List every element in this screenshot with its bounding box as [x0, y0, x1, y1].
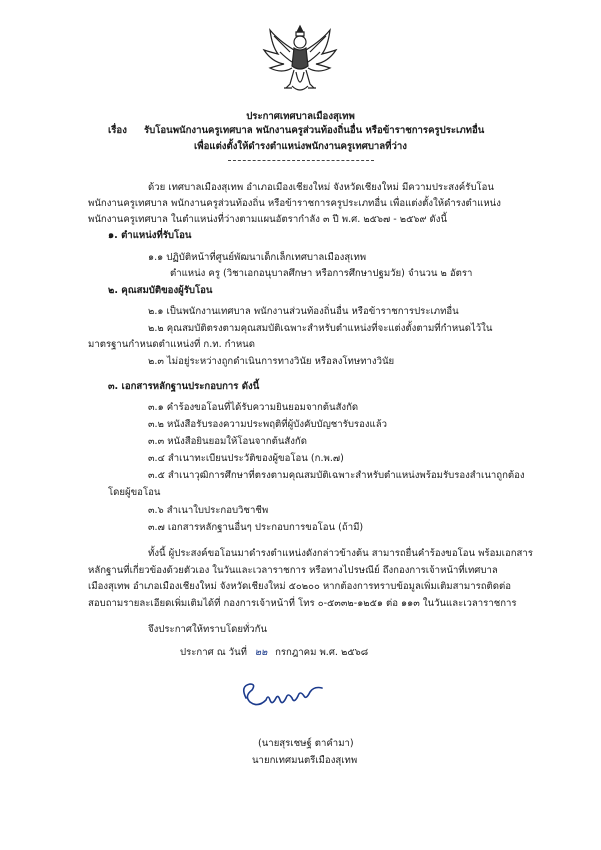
closing-line-4: สอบถามรายละเอียดเพิ่มเติมได้ที่ กองการเจ้าหน้าที่ โทร ๐-๕๓๓๒-๑๒๕๑ ต่อ ๑๑๓ ในวันและเวลาราชการ — [88, 598, 517, 609]
closing-line-2: หลักฐานที่เกี่ยวข้องด้วยตัวเอง ในวันและเวลาราชการ หรือทางไปรษณีย์ ถึงกองการเจ้าหน้าที่เทศบาล — [88, 565, 498, 576]
date-rest: กรกฎาคม พ.ศ. ๒๕๖๘ — [275, 647, 369, 658]
announce-line: จึงประกาศให้ทราบโดยทั่วกัน — [148, 624, 268, 635]
section-3-item-5-line-2: โดยผู้ขอโอน — [108, 487, 161, 498]
section-3-item-3: ๓.๓ หนังสือยินยอมให้โอนจากต้นสังกัด — [148, 436, 307, 447]
section-1-heading: ๑. ตำแหน่งที่รับโอน — [108, 230, 192, 241]
garuda-emblem-icon — [260, 22, 340, 102]
section-3-item-4: ๓.๔ สำเนาทะเบียนประวัติของผู้ขอโอน (ก.พ.๗) — [148, 453, 344, 464]
section-3-item-5-line-1: ๓.๕ สำเนาวุฒิการศึกษาที่ตรงตามคุณสมบัติเฉพาะสำหรับตำแหน่งพร้อมรับรองสำเนาถูกต้อง — [148, 470, 525, 481]
intro-line-2: พนักงานครูเทศบาล พนักงานครูส่วนท้องถิ่น หรือข้าราชการครูประเภทอื่น เพื่อแต่งตั้งให้ดำรงตำแหน่ง — [88, 198, 501, 209]
section-2-item-1: ๒.๑ เป็นพนักงานเทศบาล พนักงานส่วนท้องถิ่นอื่น หรือข้าราชการประเภทอื่น — [148, 306, 459, 317]
section-3-item-6: ๓.๖ สำเนาใบประกอบวิชาชีพ — [148, 505, 269, 516]
date-line — [180, 646, 368, 659]
subject-line-1: รับโอนพนักงานครูเทศบาล พนักงานครูส่วนท้องถิ่นอื่น หรือข้าราชการครูประเภทอื่น — [144, 125, 485, 136]
section-3-item-2: ๓.๒ หนังสือรับรองความประพฤติที่ผู้บังคับบัญชารับรองแล้ว — [148, 419, 387, 430]
intro-line-3: พนักงานครูเทศบาล ในตำแหน่งที่ว่างตามแผนอัตรากำลัง ๓ ปี พ.ศ. ๒๕๖๗ - ๒๕๖๙ ดังนี้ — [88, 214, 448, 225]
closing-line-1: ทั้งนี้ ผู้ประสงค์ขอโอนมาดำรงตำแหน่งดังกล่าวข้างต้น สามารถยื่นคำร้องขอโอน พร้อมเอกสาร — [148, 548, 533, 559]
org-title: ประกาศเทศบาลเมืองสุเทพ — [246, 111, 355, 122]
date-label: ประกาศ ณ วันที่ — [180, 647, 247, 658]
section-1-item-1: ๑.๑ ปฏิบัติหน้าที่ศูนย์พัฒนาเด็กเล็กเทศบาลเมืองสุเทพ — [148, 252, 367, 263]
section-2-item-2-line-1: ๒.๒ คุณสมบัติตรงตามคุณสมบัติเฉพาะสำหรับตำแหน่งที่จะแต่งตั้งตามที่กำหนดไว้ใน — [148, 323, 493, 334]
section-2-heading: ๒. คุณสมบัติของผู้รับโอน — [108, 285, 213, 296]
section-1-item-1-detail: ตำแหน่ง ครู (วิชาเอกอนุบาลศึกษา หรือการศึกษาปฐมวัย) จำนวน ๒ อัตรา — [170, 268, 473, 279]
subject-line-2: เพื่อแต่งตั้งให้ดำรงตำแหน่งพนักงานครูเทศบาลที่ว่าง — [194, 141, 407, 152]
signatory-title: นายกเทศมนตรีเมืองสุเทพ — [252, 755, 358, 766]
section-2-item-2-line-2: มาตรฐานกำหนดตำแหน่งที่ ก.ท. กำหนด — [88, 339, 255, 350]
title-divider — [228, 160, 374, 161]
closing-line-3: เมืองสุเทพ อำเภอเมืองเชียงใหม่ จังหวัดเชียงใหม่ ๕๐๒๐๐ หากต้องการทราบข้อมูลเพิ่มเติมสามารถติดต่อ — [88, 581, 512, 592]
section-3-heading: ๓. เอกสารหลักฐานประกอบการ ดังนี้ — [108, 381, 260, 392]
handwritten-signature — [236, 676, 336, 716]
date-handwritten-day: ๒๒ — [254, 647, 268, 658]
section-3-item-1: ๓.๑ คำร้องขอโอนที่ได้รับความยินยอมจากต้นสังกัด — [148, 402, 359, 413]
signatory-name: (นายสุรเชษฐ์ ตาคำมา) — [258, 738, 354, 749]
intro-line-1: ด้วย เทศบาลเมืองสุเทพ อำเภอเมืองเชียงใหม่ จังหวัดเชียงใหม่ มีความประสงค์รับโอน — [148, 182, 494, 193]
section-3-item-7: ๓.๗ เอกสารหลักฐานอื่นๆ ประกอบการขอโอน (ถ้ามี) — [148, 522, 364, 533]
subject-label: เรื่อง — [108, 125, 127, 136]
section-2-item-3: ๒.๓ ไม่อยู่ระหว่างถูกดำเนินการทางวินัย หรือลงโทษทางวินัย — [148, 356, 395, 367]
